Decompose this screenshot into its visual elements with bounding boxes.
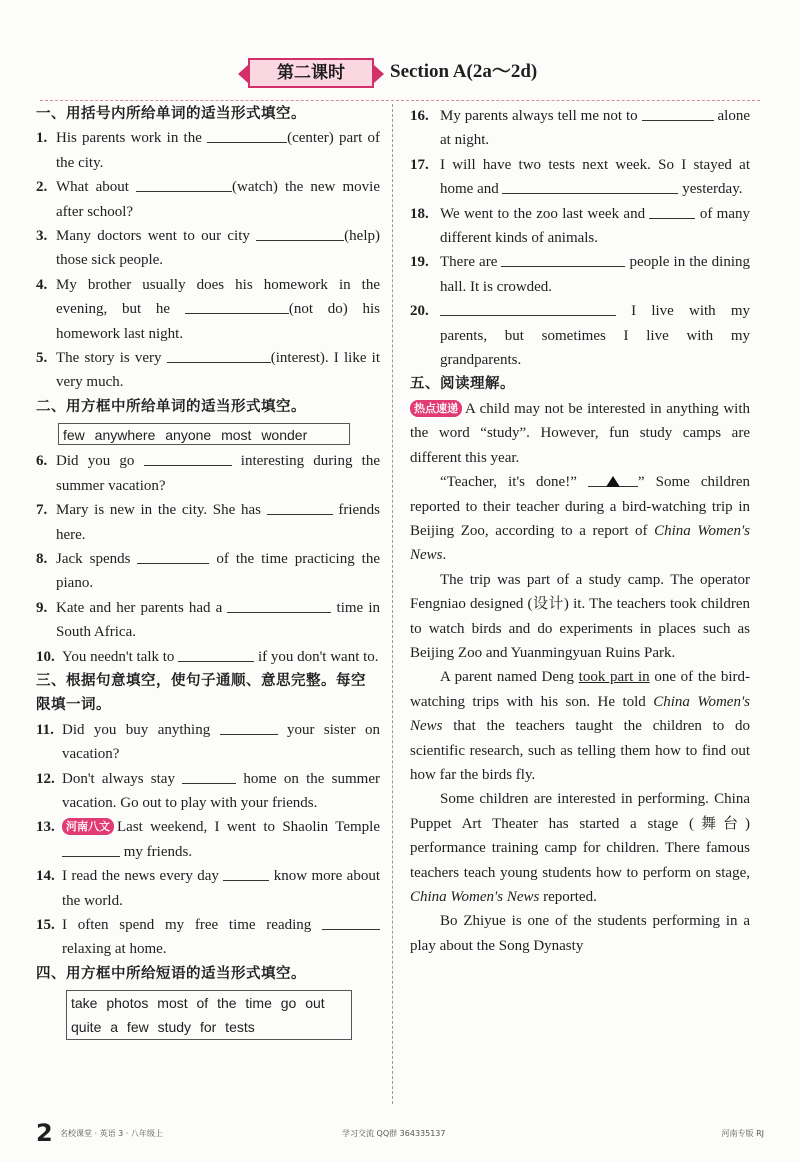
reading-paragraph-5: Some children are interested in performing. China Puppet Art Theater has started a stage (舞台) performance training camp for children. There famous teachers teach young students how to perform on stage, China Women's News reported. <box>410 791 750 905</box>
answer-blank[interactable] <box>136 176 232 192</box>
header-rule <box>40 100 760 101</box>
henan-badge: 河南八文 <box>62 818 114 835</box>
question-19: 19. There are people in the dining hall. It is crowded. <box>410 250 750 299</box>
reading-paragraph-4: A parent named Deng took part in one of the bird-watching trips with his son. He told China Women's News that the teachers taught the children to do scientific research, such as telling them how to find out how far the birds fly. <box>410 669 751 783</box>
question-6: 6. Did you go interesting during the summer vacation? <box>36 449 380 498</box>
answer-blank[interactable] <box>167 347 271 363</box>
question-20: 20. I live with my parents, but sometimes I live with my grandparents. <box>410 299 750 372</box>
question-10: 10. You needn't talk to if you don't want to. <box>36 645 380 669</box>
reading-paragraph-1: 热点速递 A child may not be interested in anything with the word “study”. However, fun study camps are different this year. <box>410 400 750 466</box>
answer-blank[interactable] <box>223 865 269 881</box>
answer-blank[interactable] <box>185 298 289 314</box>
page-footer <box>36 1118 764 1148</box>
qq-group-info: 学习交流 QQ群 364335137 <box>342 1129 446 1138</box>
answer-blank[interactable] <box>440 300 616 316</box>
question-12: 12. Don't always stay home on the summer vacation. Go out to play with your friends. <box>36 767 380 816</box>
question-15: 15. I often spend my free time reading relaxing at home. <box>36 913 380 962</box>
hot-news-badge: 热点速递 <box>410 400 462 417</box>
word-box: few anywhere anyone most wonder <box>58 423 350 445</box>
book-info: 名校课堂 · 英语 3 · 八年级上 <box>60 1129 163 1138</box>
answer-blank[interactable] <box>322 914 380 930</box>
part5-title: 五、阅读理解。 <box>410 376 515 393</box>
column-divider <box>392 104 393 1104</box>
answer-blank[interactable] <box>178 646 254 662</box>
answer-blank[interactable] <box>207 127 287 143</box>
answer-blank[interactable] <box>144 450 232 466</box>
question-3: 3. Many doctors went to our city (help) those sick people. <box>36 224 380 273</box>
answer-blank[interactable] <box>137 548 209 564</box>
question-14: 14. I read the news every day know more about the world. <box>36 864 380 913</box>
reading-paragraph-6: Bo Zhiyue is one of the students performing in a play about the Song Dynasty <box>410 913 750 954</box>
question-17: 17. I will have two tests next week. So I stayed at home and yesterday. <box>410 156 750 198</box>
reading-paragraph-2: “Teacher, it's done!” ” Some children reported to their teacher during a bird-watching trip in Beijing Zoo, according to a report of China Women's News. <box>410 470 750 568</box>
question-5: 5. The story is very (interest). I like it very much. <box>36 346 380 395</box>
part1-title: 一、用括号内所给单词的适当形式填空。 <box>36 106 306 122</box>
question-18: 18. We went to the zoo last week and of many different kinds of animals. <box>410 202 750 251</box>
part3-title: 三、根据句意填空，使句子通顺、意思完整。每空限填一词。 <box>36 672 366 714</box>
question-16: 16. My parents always tell me not to alone at night. <box>410 104 750 153</box>
answer-blank[interactable] <box>256 225 344 241</box>
page-number: 2 <box>36 1119 53 1147</box>
part4-title: 四、用方框中所给短语的适当形式填空。 <box>36 965 306 982</box>
question-8: 8. Jack spends of the time practicing the piano. <box>36 547 380 596</box>
question-4: 4. My brother usually does his homework in the evening, but he (not do) his homework last night. <box>36 276 380 342</box>
part2-title: 二、用方框中所给单词的适当形式填空。 <box>36 398 306 415</box>
right-column <box>410 104 750 958</box>
edition-info: 河南专版 RJ <box>721 1129 764 1138</box>
answer-blank[interactable] <box>227 597 331 613</box>
phrase-box: take photos most of the time go out quite a few study for tests <box>66 990 352 1040</box>
left-column <box>36 102 380 1040</box>
answer-blank[interactable] <box>501 251 625 267</box>
answer-blank[interactable] <box>649 203 695 219</box>
question-13: 13. 河南八文 Last weekend, I went to Shaolin Temple my friends. <box>36 819 380 860</box>
question-1: 1. His parents work in the (center) part of the city. <box>36 126 380 175</box>
answer-blank[interactable] <box>588 471 638 487</box>
triangle-marker-icon <box>606 476 620 487</box>
lesson-label: 第二课时 <box>248 58 374 88</box>
answer-blank[interactable] <box>267 499 333 515</box>
answer-blank[interactable] <box>220 719 278 735</box>
answer-blank[interactable] <box>642 105 714 121</box>
lesson-header <box>0 54 800 94</box>
answer-blank[interactable] <box>182 768 236 784</box>
question-9: 9. Kate and her parents had a time in South Africa. <box>36 596 380 645</box>
question-11: 11. Did you buy anything your sister on vacation? <box>36 718 380 767</box>
section-title: Section A(2a～2d) <box>390 61 538 82</box>
question-7: 7. Mary is new in the city. She has friends here. <box>36 498 380 547</box>
reading-paragraph-3: The trip was part of a study camp. The operator Fengniao designed (设计) it. The teachers took children to watch birds and do experiments in places such as Beijing Zoo and Yuanmingyuan Ruins Park. <box>410 571 750 661</box>
answer-blank[interactable] <box>502 178 678 194</box>
answer-blank[interactable] <box>62 841 120 857</box>
question-2: 2. What about (watch) the new movie after school? <box>36 175 380 224</box>
